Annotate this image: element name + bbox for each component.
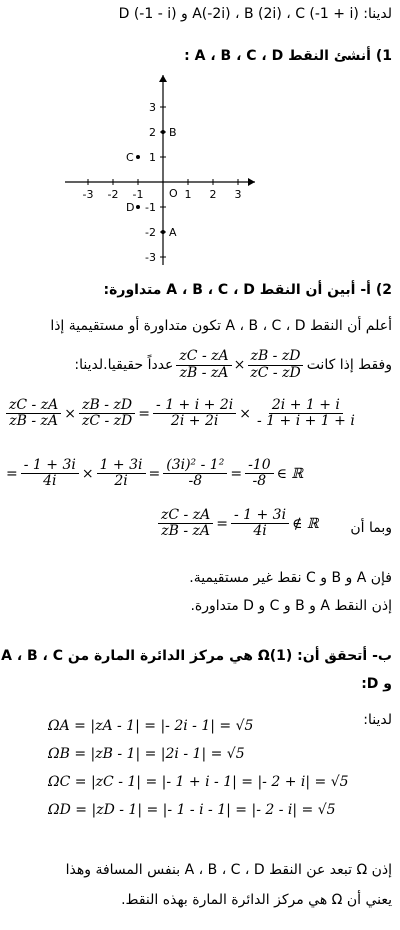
question-2b-line-1: ب- أتحقق أن: Ω(1) هي مركز الدائرة المارة من A ، B ، C xyxy=(1,648,392,664)
point-label-c: C xyxy=(126,151,134,164)
distance-omega-a: ΩA = |zA - 1| = |- 2i - 1| = √5 xyxy=(48,718,254,734)
y-tick-label: 3 xyxy=(149,101,156,114)
intro-line: لدينا: A(-2i) ، B (2i) ، C (-1 + i) و D (-1 - i) xyxy=(118,6,392,22)
y-tick-label: -3 xyxy=(145,251,156,264)
x-axis-arrow xyxy=(248,178,255,186)
coordinate-plane xyxy=(60,70,260,270)
y-tick-label: -1 xyxy=(145,201,156,214)
y-tick-label: -2 xyxy=(145,226,156,239)
x-tick-label: 3 xyxy=(234,188,242,201)
question-1: 1) أنشئ النقط A ، B ، C ، D : xyxy=(184,48,392,64)
final-line-2: يعني أن Ω هي مركز الدائرة المارة بهذه النقط. xyxy=(121,892,392,908)
point-c xyxy=(136,155,140,159)
equation-3: $\frac{zC - zA}{zB - zA}$ = $\frac{- 1 + 3i}{4i}$ ∉ ℝ xyxy=(158,508,319,540)
distance-omega-d: ΩD = |zD - 1| = |- 1 - i - 1| = |- 2 - i| = √5 xyxy=(48,802,336,818)
know-text-a: وفقط إذا كانت xyxy=(306,357,392,373)
distance-list xyxy=(48,712,349,824)
conclusion-2: إذن النقط A و B و C و D متداورة. xyxy=(190,598,392,614)
point-label-d: D xyxy=(126,201,135,214)
point-a xyxy=(161,230,165,234)
final-line-1: إذن Ω تبعد عن النقط A ، B ، C ، D بنفس المسافة وهذا xyxy=(65,862,392,878)
x-tick-label: 1 xyxy=(184,188,192,201)
equation-2: = $\frac{- 1 + 3i}{4i}$ × $\frac{1 + 3i}{2i}$ = $\frac{\text{(3i)² - 1²}}{-8}$ = $\frac{-10}{-8}$ ∈ ℝ xyxy=(6,457,304,490)
know-line-1: أعلم أن النقط A ، B ، C ، D تكون متداورة أو مستقيمية إذا xyxy=(50,318,392,334)
y-axis-arrow xyxy=(159,75,167,82)
we-have-label: لدينا: xyxy=(363,712,392,728)
x-tick-label: -1 xyxy=(132,188,144,201)
question-2b-line-2: و D: xyxy=(361,676,392,692)
point-b xyxy=(161,130,165,134)
origin-label: O xyxy=(169,187,178,200)
distance-omega-b: ΩB = |zB - 1| = |2i - 1| = √5 xyxy=(48,746,245,762)
cross-ratio: $\frac{zC - zA}{zB - zA}$ × $\frac{zB - zD}{zC - zD}$ xyxy=(176,349,303,381)
equation-1: $\frac{zC - zA}{zB - zA}$ × $\frac{zB - zD}{zC - zD}$ = $\frac{- 1 + i + 2i}{2i + 2i}$ × $\frac{2i + 1 + i}{- 1 + i + 1 + i}$ xyxy=(6,398,358,430)
y-tick-label: 1 xyxy=(149,151,156,164)
x-tick-label: 2 xyxy=(209,188,217,201)
conclusion-1: فإن A و B و C نقط غير مستقيمية. xyxy=(189,570,392,586)
y-tick-label: 2 xyxy=(149,126,156,139)
point-d xyxy=(136,205,140,209)
x-tick-label: -2 xyxy=(107,188,119,201)
x-tick-label: -3 xyxy=(82,188,94,201)
point-label-a: A xyxy=(169,226,177,239)
question-2a: 2) أ- أبين أن النقط A ، B ، C ، D متداورة: xyxy=(103,282,392,298)
know-line-2 xyxy=(8,345,392,385)
point-label-b: B xyxy=(169,126,177,139)
know-text-b: عدداً حقيقيا.لدينا: xyxy=(74,357,174,373)
distance-omega-c: ΩC = |zC - 1| = |- 1 + i - 1| = |- 2 + i| = √5 xyxy=(48,774,349,790)
since-text: وبما أن xyxy=(350,520,392,536)
